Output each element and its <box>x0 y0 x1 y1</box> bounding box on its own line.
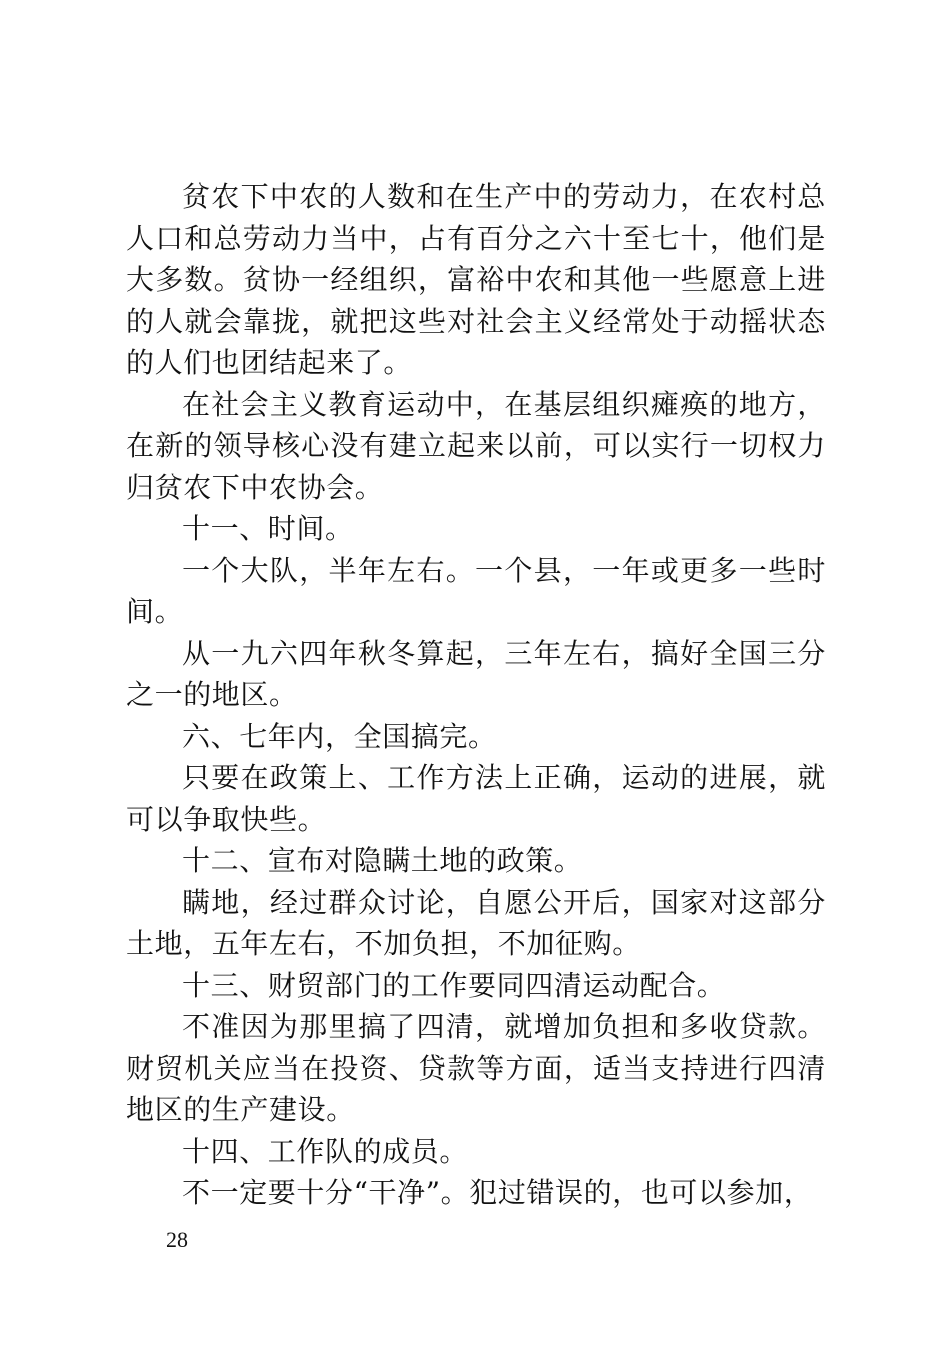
paragraph-hidden-land-policy: 瞒地，经过群众讨论，自愿公开后，国家对这部分土地，五年左右，不加负担，不加征购。 <box>126 885 826 960</box>
paragraph-three-years: 从一九六四年秋冬算起，三年左右，搞好全国三分之一的地区。 <box>126 636 826 711</box>
section-heading-13-finance-trade: 十三、财贸部门的工作要同四清运动配合。 <box>182 968 726 1002</box>
section-heading-12-hidden-land: 十二、宣布对隐瞒土地的政策。 <box>182 844 583 877</box>
body-text <box>126 176 826 1214</box>
paragraph-brigade-county-time: 一个大队，半年左右。一个县，一年或更多一些时间。 <box>126 553 826 628</box>
paragraph-poor-peasants-majority: 贫农下中农的人数和在生产中的劳动力，在农村总人口和总劳动力当中，占有百分之六十至七十，他们是大多数。贫协一经组织，富裕中农和其他一些愿意上进的人就会靠拢，就把这些对社会主义经常处于动摇状态的人们也团结起来了。 <box>126 180 826 379</box>
paragraph-finance-trade-support: 不准因为那里搞了四清，就增加负担和多收贷款。财贸机关应当在投资、贷款等方面，适当支持进行四清地区的生产建设。 <box>126 1010 826 1126</box>
page-number: 28 <box>166 1227 188 1252</box>
paragraph-power-to-association: 在社会主义教育运动中，在基层组织瘫痪的地方，在新的领导核心没有建立起来以前，可以实行一切权力归贫农下中农协会。 <box>126 387 826 504</box>
paragraph-faster-progress: 只要在政策上、工作方法上正确，运动的进展，就可以争取快些。 <box>126 761 826 836</box>
paragraph-work-team-members: 不一定要十分“干净”。犯过错误的，也可以参加， <box>182 1176 813 1209</box>
paragraph-six-seven-years: 六、七年内，全国搞完。 <box>182 719 497 753</box>
section-heading-14-work-team: 十四、工作队的成员。 <box>182 1134 469 1168</box>
section-heading-11-time: 十一、时间。 <box>182 512 354 545</box>
